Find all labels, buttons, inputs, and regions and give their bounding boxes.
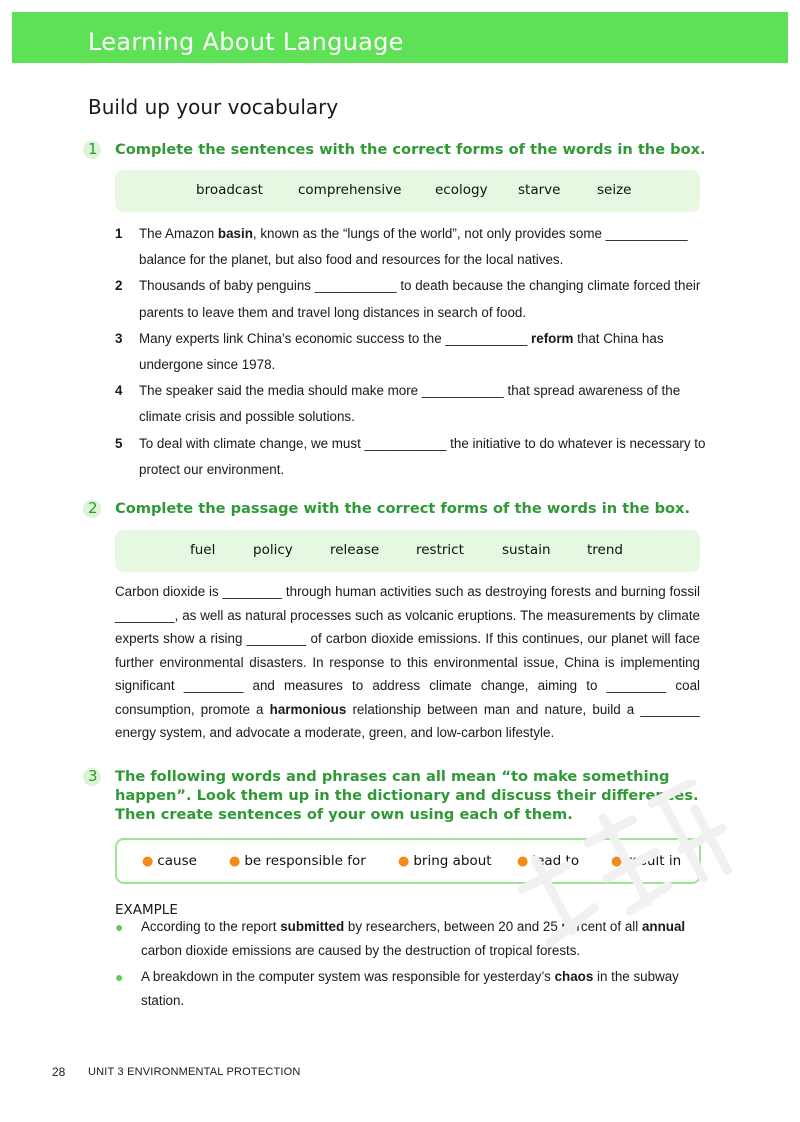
page-title: Learning About Language — [88, 28, 404, 56]
item-text: The speaker said the media should make more ___________ that spread awareness of the climate crisis and possible solutions. — [139, 383, 681, 425]
exercise-3-number: 3 — [88, 767, 104, 785]
exercise-2-word-box — [115, 530, 700, 572]
bullet-icon: ● — [398, 854, 410, 869]
section-heading: Build up your vocabulary — [88, 95, 339, 119]
exercise-2-instruction: Complete the passage with the correct forms of the words in the box. — [115, 500, 690, 517]
item-number: 5 — [115, 435, 123, 451]
exercise-1-sentences — [115, 221, 710, 483]
word-box-item: release — [330, 542, 380, 558]
word-box-item: comprehensive — [298, 182, 402, 198]
example-keyword: chaos — [554, 969, 594, 984]
list-item — [115, 915, 705, 963]
phrase-label: result in — [626, 853, 682, 869]
unit-title: UNIT 3 ENVIRONMENTAL PROTECTION — [88, 1066, 301, 1078]
exercise-2-number: 2 — [88, 499, 104, 517]
exercise-1-word-box — [115, 170, 700, 212]
list-item — [115, 965, 705, 1013]
word-box-item: restrict — [416, 542, 464, 558]
example-list — [115, 915, 705, 1013]
list-item — [115, 273, 710, 325]
passage-text: relationship between man and nature, build a ________ energy system, and advocate a moderate, green, and low-carbon lifestyle. — [115, 701, 700, 740]
bullet-icon: ● — [611, 854, 623, 869]
example-keyword: annual — [641, 919, 686, 934]
item-text: , known as the “lungs of the world”, not only provides some ___________ balance for the planet, but also food and resources for the local natives. — [139, 226, 688, 268]
exercise-2-passage — [115, 580, 700, 745]
item-number: 3 — [115, 330, 123, 346]
item-text: To deal with climate change, we must ___________ the initiative to do whatever is necessary to protect our environment. — [139, 435, 706, 477]
item-text: that China has undergone since 1978. — [139, 330, 664, 373]
list-item — [115, 378, 710, 430]
phrase-label: cause — [157, 853, 197, 869]
word-box-item: trend — [587, 542, 623, 558]
passage-text: Carbon dioxide is ________ through human activities such as destroying forests and burning fossil ________, as well as natural processes such as volcanic eruptions. The measurements by climate experts show a rising ________ of carbon dioxide emissions. If this continues, our planet will face further environmental disasters. In response to this environmental issue, China is implementing significant ________ and measures to address climate change, aiming to ________ coal consumption, promote a — [115, 584, 700, 717]
exercise-3-phrase-box — [115, 838, 701, 884]
word-box-item: starve — [518, 182, 561, 198]
word-box-item: ecology — [435, 182, 488, 198]
word-box-item: fuel — [190, 542, 216, 558]
phrase-label: lead to — [532, 853, 580, 869]
bullet-icon: ● — [517, 854, 529, 869]
word-box-item: sustain — [502, 542, 551, 558]
item-keyword: basin — [217, 226, 253, 241]
list-item — [115, 221, 710, 273]
bullet-icon: ● — [142, 854, 154, 869]
item-keyword: reform — [531, 330, 574, 346]
item-number: 1 — [115, 226, 123, 241]
phrase-label: bring about — [413, 853, 492, 869]
page-number: 28 — [52, 1065, 66, 1079]
item-number: 4 — [115, 383, 123, 399]
exercise-1-number: 1 — [88, 140, 104, 158]
list-item — [115, 326, 710, 378]
word-box-item: seize — [597, 182, 632, 198]
example-label: EXAMPLE — [115, 902, 178, 918]
example-text: carbon dioxide emissions are caused by the destruction of tropical forests. — [141, 943, 581, 958]
example-text: A breakdown in the computer system was responsible for yesterday’s — [141, 969, 555, 984]
bullet-icon: ● — [115, 919, 124, 935]
item-text: Thousands of baby penguins ___________ to death because the changing climate forced their parents to leave them and travel long distances in search of food. — [139, 278, 701, 320]
example-text: by researchers, between 20 and 25 percent of all — [344, 919, 642, 934]
phrase-item — [142, 853, 197, 869]
phrase-item — [398, 853, 492, 869]
example-keyword: submitted — [280, 919, 345, 934]
item-text: The Amazon — [139, 226, 218, 241]
phrase-item — [229, 853, 366, 869]
bullet-icon: ● — [115, 969, 124, 985]
exercise-1-instruction: Complete the sentences with the correct forms of the words in the box. — [115, 141, 706, 158]
word-box-item: policy — [253, 542, 293, 558]
list-item — [115, 431, 710, 483]
exercise-3-instruction: The following words and phrases can all mean “to make something happen”. Look them up in the dictionary and discuss their differences. Then create sentences of your own using each of them. — [115, 768, 699, 823]
passage-keyword: harmonious — [269, 701, 347, 717]
item-number: 2 — [115, 278, 123, 294]
bullet-icon: ● — [229, 854, 241, 869]
word-box-item: broadcast — [196, 182, 263, 198]
example-text: in the subway station. — [141, 969, 679, 1008]
example-text: According to the report — [141, 919, 281, 934]
phrase-label: be responsible for — [244, 853, 366, 869]
phrase-item — [611, 853, 681, 869]
phrase-item — [517, 853, 579, 869]
item-text: Many experts link China’s economic success to the ___________ — [139, 330, 532, 346]
